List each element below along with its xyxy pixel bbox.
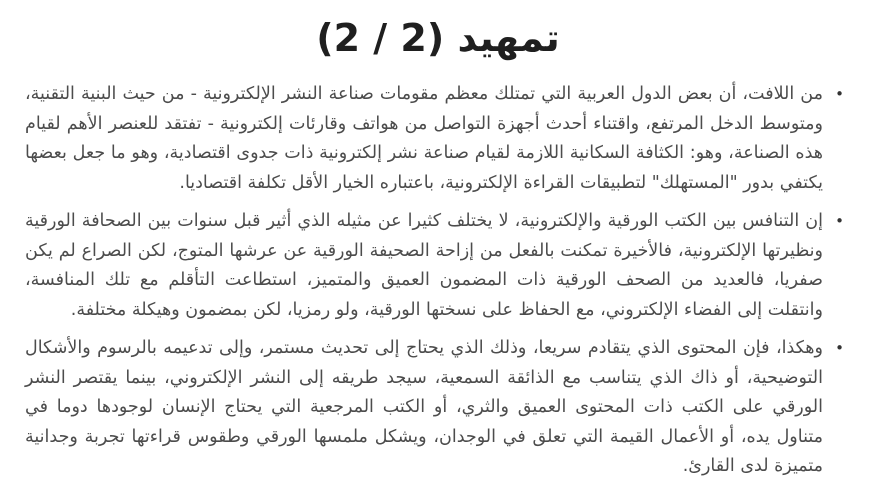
list-item [25, 207, 846, 325]
bullet-paragraph: إن التنافس بين الكتب الورقية والإلكترونية، لا يختلف كثيرا عن مثيله الذي أثير قبل سنوات بين الصحافة الورقية ونظيرتها الإلكترونية، فالأخيرة تمكنت بالفعل من إزاحة الصحيفة الورقية عن عرشها المتوج، لكن الصراع لم يكن صفريا، فالعديد من الصحف الورقية ذات المضمون العميق والمتميز، استطاعت التأقلم مع تلك المنافسة، وانتقلت إلى الفضاء الإلكتروني، مع الحفاظ على نسختها الورقية، ولو رمزيا، لكن بمضمون وهيكلة مختلفة. [25, 211, 823, 320]
bullet-icon: • [835, 212, 844, 230]
bullet-icon: • [835, 85, 844, 103]
bullet-paragraph: من اللافت، أن بعض الدول العربية التي تمتلك معظم مقومات صناعة النشر الإلكترونية - من حيث البنية التقنية، ومتوسط الدخل المرتفع، واقتناء أحدث أجهزة التواصل من هواتف وقارئات إلكترونية - تفتقد للعنصر الأهم لقيام هذه الصناعة، وهو: الكثافة السكانية اللازمة لقيام صناعة نشر إلكترونية ذات جدوى اقتصادية، وهو ما جعل بعضها يكتفي بدور "المستهلك" لتطبيقات القراءة الإلكترونية، باعتباره الخيار الأقل تكلفة اقتصاديا. [25, 84, 823, 193]
list-item [25, 334, 846, 482]
bullet-paragraph: وهكذا، فإن المحتوى الذي يتقادم سريعا، وذلك الذي يحتاج إلى تحديث مستمر، وإلى تدعيمه بالرسوم والأشكال التوضيحية، أو ذاك الذي يتناسب مع الذائقة السمعية، سيجد طريقه إلى النشر الإلكتروني، بينما يقتصر النشر الورقي على الكتب ذات المحتوى العميق والثري، أو الكتب المرجعية التي يحتاج الإنسان لوجودها دوما في متناول يده، أو الأعمال القيمة التي تعلق في الوجدان، ويشكل ملمسها الورقي وطقوس قراءتها تجربة وجدانية متميزة لدى القارئ. [25, 338, 823, 476]
list-item [25, 80, 846, 198]
bullet-icon: • [835, 339, 844, 357]
bullet-list [0, 80, 876, 482]
page-title: تمهيد (2 / 2) [316, 16, 560, 60]
